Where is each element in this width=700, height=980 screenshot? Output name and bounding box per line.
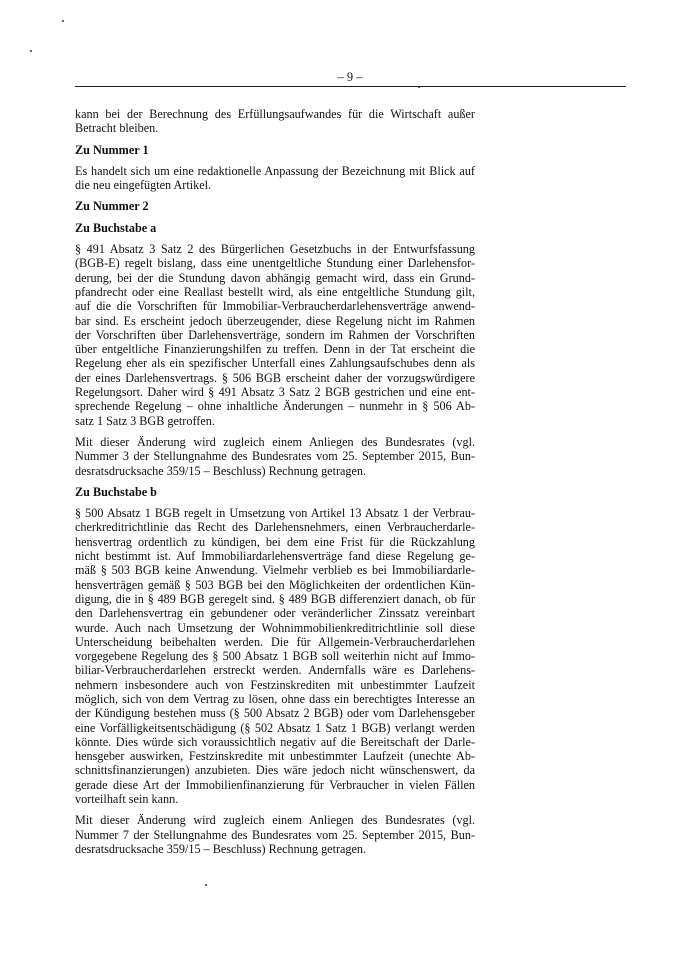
text-line: Regelung eher als ein spezifischer Unterfall eines Zahlungsaufschubes denn als <box>75 356 475 371</box>
text-line: nicht bestimmt ist. Auf Immobiliardarlehensverträge fand diese Regelung ge- <box>75 549 475 564</box>
text-line: die neu eingefügten Artikel. <box>75 178 212 193</box>
text-line: möglich, sich von dem Vertrag zu lösen, ohne dass ein berechtigtes Interesse an <box>75 691 475 706</box>
header-rule <box>75 86 626 87</box>
heading-nummer-2: Zu Nummer 2 <box>75 199 149 214</box>
text-line: sprechende Regelung – ohne inhaltliche Änderungen – nunmehr in § 506 Ab- <box>75 399 475 414</box>
text-line: eine Vorfälligkeitsentschädigung (§ 502 Absatz 1 Satz 1 BGB) verlangt werden <box>75 720 475 735</box>
text-line: desratsdrucksache 359/15 – Beschluss) Rechnung getragen. <box>75 841 367 856</box>
text-line: cherkreditrichtlinie das Recht des Darlehensnehmers, einen Verbraucherdarle- <box>75 520 475 535</box>
text-line: Mit dieser Änderung wird zugleich einem Anliegen des Bundesrates (vgl. <box>75 813 475 828</box>
text-line: (BGB-E) regelt bislang, dass eine unentgeltliche Stundung einer Darlehensfor- <box>75 256 475 271</box>
text-line: satz 1 Satz 3 BGB getroffen. <box>75 413 215 428</box>
scan-speck <box>30 50 32 52</box>
text-line: digung, die in § 489 BGB geregelt sind. § 489 BGB differenziert danach, ob für <box>75 591 475 606</box>
intro-paragraph <box>75 107 475 136</box>
text-line: vorgegebene Regelung des § 500 Absatz 1 BGB soll weiterhin nicht auf Immo- <box>75 649 475 664</box>
buchstabe-a-paragraph-2 <box>75 435 475 478</box>
nummer-1-paragraph <box>75 164 475 193</box>
text-line: der Kündigung bestehen muss (§ 500 Absatz 2 BGB) oder vom Darlehensgeber <box>75 706 475 721</box>
text-line: Betracht bleiben. <box>75 121 159 136</box>
text-line: schnittsfinanzierungen) anzubieten. Dies wäre jedoch nicht wünschenswert, da <box>75 763 475 778</box>
text-line: auf die die Vorschriften für Immobiliar-Verbraucherdarlehensverträge anwend- <box>75 299 475 314</box>
text-line: Unterscheidung beibehalten werden. Die für Allgemein-Verbraucherdarlehen <box>75 634 475 649</box>
text-line: nehmern insbesondere auch von Festzinskrediten mit unbestimmter Laufzeit <box>75 677 475 692</box>
text-line: § 500 Absatz 1 BGB regelt in Umsetzung von Artikel 13 Absatz 1 der Verbrau- <box>75 506 475 521</box>
buchstabe-b-paragraph-1 <box>75 506 475 806</box>
text-line: gerade diese Art der Immobilienfinanzierung für Verbraucher in vielen Fällen <box>75 777 475 792</box>
text-line: vorteilhaft sein kann. <box>75 792 179 807</box>
text-line: Mit dieser Änderung wird zugleich einem Anliegen des Bundesrates (vgl. <box>75 434 475 449</box>
text-line: Regelungsort. Daher wird § 491 Absatz 3 Satz 2 BGB gestrichen und eine ent- <box>75 385 475 400</box>
heading-buchstabe-a: Zu Buchstabe a <box>75 220 157 235</box>
text-line: desratsdrucksache 359/15 – Beschluss) Rechnung getragen. <box>75 463 367 478</box>
text-line: derung, bei der die Stundung davon abhängig gemacht wird, dass ein Grund- <box>75 270 475 285</box>
text-line: pfandrecht oder eine Reallast bestellt wird, als eine entgeltliche Stundung gilt, <box>75 284 475 299</box>
text-line: über entgeltliche Finanzierungshilfen zu treffen. Denn in der Tat erscheint die <box>75 342 475 357</box>
text-line: hensvertrag ordentlich zu kündigen, bei dem eine Frist für die Rückzahlung <box>75 534 475 549</box>
text-line: der Vorschriften über Darlehensverträge, sondern im Rahmen der Vorschriften <box>75 327 475 342</box>
buchstabe-b-paragraph-2 <box>75 813 475 856</box>
text-line: biliar-Verbraucherdarlehen erstreckt werden. Andernfalls wäre es Darlehens- <box>75 663 475 678</box>
scan-speck <box>205 884 207 886</box>
text-line: § 491 Absatz 3 Satz 2 des Bürgerlichen Gesetzbuchs in der Entwurfsfassung <box>75 242 475 257</box>
document-body <box>75 107 475 856</box>
scan-speck <box>62 20 64 22</box>
buchstabe-a-paragraph-1 <box>75 242 475 428</box>
text-line: hensverträgen gemäß § 503 BGB bei den Möglichkeiten der ordentlichen Kün- <box>75 577 475 592</box>
text-line: könnte. Dies würde sich voraussichtlich negativ auf die Bereitschaft der Darle- <box>75 734 475 749</box>
heading-buchstabe-b: Zu Buchstabe b <box>75 484 157 499</box>
page-number: – 9 – <box>337 70 363 84</box>
text-line: kann bei der Berechnung des Erfüllungsaufwandes für die Wirtschaft außer <box>75 107 475 121</box>
heading-nummer-1: Zu Nummer 1 <box>75 142 149 157</box>
text-line: der eines Darlehensvertrags. § 506 BGB erscheint daher der vorzugswürdigere <box>75 370 475 385</box>
text-line: wurde. Auch nach Umsetzung der Wohnimmobilienkreditrichtlinie soll diese <box>75 620 475 635</box>
text-line: bar sind. Es erscheint jedoch überzeugender, diese Regelung nicht im Rahmen <box>75 313 475 328</box>
text-line: hensgeber auswirken, Festzinskredite mit unbestimmter Laufzeit (unechte Ab- <box>75 749 475 764</box>
text-line: mäß § 503 BGB keine Anwendung. Vielmehr verblieb es bei Immobiliardarle- <box>75 563 475 578</box>
text-line: Nummer 3 der Stellungnahme des Bundesrates vom 25. September 2015, Bun- <box>75 449 475 464</box>
text-line: Es handelt sich um eine redaktionelle Anpassung der Bezeichnung mit Blick auf <box>75 163 475 178</box>
text-line: Nummer 7 der Stellungnahme des Bundesrates vom 25. September 2015, Bun- <box>75 827 475 842</box>
text-line: den Darlehensvertrag ein gebundener oder veränderlicher Zinssatz vereinbart <box>75 606 475 621</box>
